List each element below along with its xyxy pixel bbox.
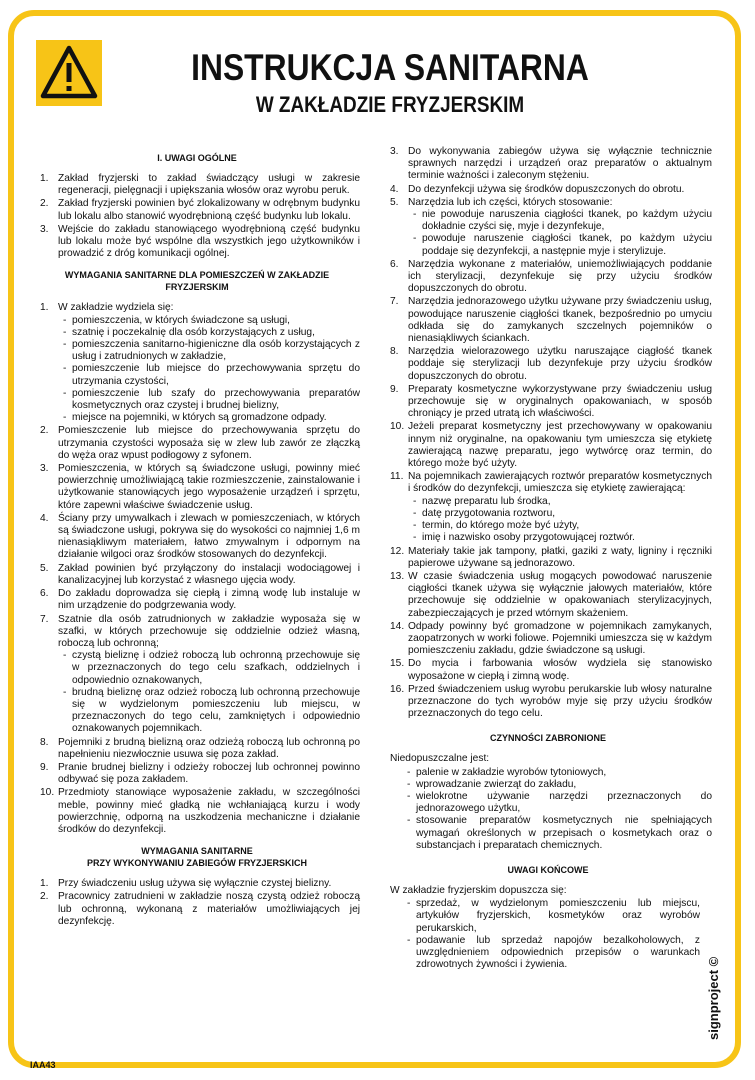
- item-text: Materiały takie jak tampony, płatki, gaziki z waty, ligniny i ręczniki papierowe używane są jednorazowo.: [408, 545, 712, 569]
- list-item: [384, 296, 712, 345]
- item-number: 10.: [40, 787, 55, 799]
- list-item: [384, 384, 712, 421]
- section-procedure-continued: [384, 146, 712, 720]
- item-number: 2.: [40, 891, 49, 903]
- item-number: 2.: [40, 198, 49, 210]
- item-number: 14.: [390, 620, 405, 632]
- item-text: Do dezynfekcji używa się środków dopuszczonych do obrotu.: [408, 183, 685, 195]
- section-forbidden: [384, 732, 712, 852]
- sub-item: - pomieszczenia sanitarno-higieniczne dla osób korzystających z usług i zatrudnionych w zakładzie,: [58, 339, 360, 363]
- list-item: [34, 891, 360, 928]
- item-number: 8.: [390, 346, 399, 358]
- list-item: [34, 463, 360, 512]
- list-item: [34, 425, 360, 462]
- sub-item: - miejsce na pojemniki, w których są gromadzone odpady.: [58, 412, 360, 424]
- sub-item: - pomieszczenie lub miejsce do przechowywania sprzętu do utrzymania czystości,: [58, 363, 360, 387]
- warning-sign: [36, 40, 102, 106]
- item-text: Zakład fryzjerski powinien być zlokalizowany w odrębnym budynku lub lokalu albo stanowić wyodrębnioną część budynku lub lokalu.: [58, 198, 360, 222]
- sub-item: - palenie w zakładzie wyrobów tytoniowych,: [402, 767, 712, 779]
- item-text: Ściany przy umywalkach i zlewach w pomieszczeniach, w których są świadczone usługi, pokrywa się do wysokości co najmniej 1,6 m nienasiąkliwym materiałem, łatwo zmywalnym i odpornym na działanie wilgoci oraz środków stosowanych do dezynfekcji.: [58, 512, 360, 561]
- section-heading-line-1: WYMAGANIA SANITARNE: [141, 846, 253, 857]
- item-number: 1.: [40, 302, 49, 314]
- left-column: [34, 146, 360, 937]
- page-title: INSTRUKCJA SANITARNA: [191, 47, 589, 88]
- item-number: 3.: [40, 463, 49, 475]
- item-text: Przed świadczeniem usług wyrobu perukarskie lub włosy naturalne przeznaczone do tych wyrobów myje się przy użyciu środków przeznaczonych do tego celu.: [408, 683, 712, 720]
- list-item: [34, 762, 360, 786]
- list-item: [34, 198, 360, 222]
- section-procedure-requirements: [34, 845, 360, 928]
- sub-item: - stosowanie preparatów kosmetycznych nie spełniających wymagań określonych w przepisach o kosmetykach oraz o substancjach i preparatach chemicznych.: [402, 815, 712, 852]
- sub-item: - termin, do którego może być użyty,: [408, 520, 712, 532]
- sub-item: - wprowadzanie zwierząt do zakładu,: [402, 779, 712, 791]
- section-heading: CZYNNOŚCI ZABRONIONE: [489, 733, 606, 744]
- item-text: Do wykonywania zabiegów używa się wyłącznie technicznie sprawnych narzędzi i urządzeń oraz preparatów o aktualnym terminie ważności i zaleconym stężeniu.: [408, 146, 712, 182]
- section-room-requirements: [34, 269, 360, 836]
- item-text: Do mycia i farbowania włosów wydziela się stanowisko wyposażone w ciepłą i zimną wodę.: [408, 658, 712, 682]
- item-text: Odpady powinny być gromadzone w pojemnikach zamykanych, zaopatrzonych w worki foliowe. Pojemniki umieszcza się w każdym pomieszczeniu zakładu, gdzie świadczone są usługi.: [408, 620, 712, 657]
- list-item: [34, 737, 360, 761]
- sub-item: - czystą bieliznę i odzież roboczą lub ochronną przechowuje się w przeznaczonych do tego celu szafkach, oddzielnych i odpowiednio oznakowanych,: [58, 650, 360, 687]
- item-text: Przedmioty stanowiące wyposażenie zakładu, w szczególności meble, powinny mieć gładką nie wchłaniającą kurzu i wody powierzchnię, odporną na uszkodzenia mechaniczne i działanie środków do dezynfekcji.: [58, 787, 360, 835]
- sub-item: - nie powoduje naruszenia ciągłości tkanek, po każdym użyciu dokładnie czyści się, myje i dezynfekuje,: [408, 209, 712, 233]
- item-number: 1.: [40, 173, 49, 184]
- item-number: 5.: [390, 196, 399, 208]
- page-subtitle: W ZAKŁADZIE FRYZJERSKIM: [255, 92, 525, 117]
- sub-item: - szatnię i poczekalnię dla osób korzystających z usług,: [58, 327, 360, 339]
- item-number: 9.: [390, 383, 399, 395]
- item-text: Szatnie dla osób zatrudnionych w zakładzie wyposaża się w szafki, w których przechowuje się oddzielnie odzież własną, roboczą lub ochronną;: [58, 613, 360, 649]
- list-item: [34, 787, 360, 836]
- warning-triangle-icon: [36, 40, 102, 106]
- item-number: 4.: [40, 512, 49, 524]
- item-number: 11.: [390, 471, 404, 483]
- list-item: [34, 173, 360, 197]
- item-text: Pomieszczenie lub miejsce do przechowywania sprzętu do utrzymania czystości wyposaża się w zlew lub zawór ze złączką do węża oraz wpust podłogowy z syfonem.: [58, 425, 360, 461]
- item-number: 16.: [390, 683, 405, 695]
- item-number: 15.: [390, 658, 405, 670]
- item-number: 6.: [40, 588, 49, 600]
- item-text: Wejście do zakładu stanowiącego wyodrębnioną część budynku lub lokalu może być wspólne dla wszystkich jego użytkowników i prowadzić z dróg komunikacji ogólnej.: [58, 223, 360, 260]
- item-number: 13.: [390, 570, 405, 582]
- sub-item: - datę przygotowania roztworu,: [408, 508, 712, 520]
- item-text: Pojemniki z brudną bielizną oraz odzieżą roboczą lub ochronną po napełnieniu niezwłocznie usuwa się poza zakład.: [58, 736, 360, 760]
- list-item: [384, 658, 712, 682]
- item-text: Na pojemnikach zawierających roztwór preparatów kosmetycznych i środków do dezynfekcji, umieszcza się etykietę zawierającą:: [408, 471, 712, 495]
- sub-item: - pomieszczenie lub szafy do przechowywania preparatów kosmetycznych oraz czystej i brudnej bielizny,: [58, 388, 360, 412]
- list-item: [384, 471, 712, 544]
- list-item: [34, 513, 360, 562]
- list-item: [384, 197, 712, 258]
- sub-item: - sprzedaż, w wydzielonym pomieszczeniu lub miejscu, artykułów fryzjerskich, kosmetyków oraz wyrobów perukarskich,: [402, 898, 700, 935]
- right-column: [384, 146, 712, 980]
- item-text: Narzędzia wielorazowego użytku naruszające ciągłość tkanek poddaje się sterylizacji lub dezynfekuje przy użyciu środków dopuszczonych do obrotu.: [408, 346, 712, 382]
- list-item: [384, 546, 712, 570]
- list-item: [384, 146, 712, 183]
- item-text: Zakład powinien być przyłączony do instalacji wodociągowej i kanalizacyjnej lub korzystać z własnego ujęcia wody.: [58, 562, 360, 586]
- sub-item: - pomieszczenia, w których świadczone są usługi,: [58, 315, 360, 327]
- item-text: Przy świadczeniu usług używa się wyłącznie czystej bielizny.: [58, 878, 332, 890]
- list-item: [384, 421, 712, 470]
- item-number: 4.: [390, 183, 399, 195]
- item-text: Pomieszczenia, w których są świadczone usługi, powinny mieć powierzchnię umożliwiającą takie rozmieszczenie, zainstalowanie i użytkowanie stanowiących jego wyposażenie urządzeń i sprzętu, które zapewni właściwe świadczenie usług.: [58, 463, 360, 511]
- sub-item: - nazwę preparatu lub środka,: [408, 496, 712, 508]
- item-text: Narzędzia wykonane z materiałów, uniemożliwiających poddanie ich sterylizacji, dezynfekuje się przy użyciu środków dopuszczonych do obrotu.: [408, 258, 712, 295]
- sub-item: - wielokrotne używanie narzędzi przeznaczonych do jednorazowego użytku,: [402, 791, 712, 815]
- list-item: [34, 614, 360, 736]
- sub-item: - brudną bieliznę oraz odzież roboczą lub ochronną przechowuje się w wydzielonym pomieszczeniu lub miejscu, w przeznaczonych do tego celu, zamkniętych i odpowiednio oznakowanych pojemnikach.: [58, 687, 360, 736]
- sub-item: - imię i nazwisko osoby przygotowującej roztwór.: [408, 532, 712, 544]
- item-text: Narzędzia lub ich części, których stosowanie:: [408, 196, 613, 208]
- section-intro: W zakładzie fryzjerskim dopuszcza się:: [390, 884, 567, 896]
- item-number: 3.: [40, 223, 49, 235]
- item-text: Jeżeli preparat kosmetyczny jest przechowywany w opakowaniu innym niż oryginalne, na opakowaniu tym umieszcza się etykietę zawierającą nazwę preparatu, jego wytwórcę oraz termin, do którego może być użyty.: [408, 421, 712, 470]
- section-heading: WYMAGANIA SANITARNE DLA POMIESZCZEŃ W ZAKŁADZIE FRYZJERSKIM: [64, 270, 330, 293]
- section-general: [34, 152, 360, 260]
- item-text: Pranie brudnej bielizny i odzieży roboczej lub ochronnej powinno odbywać się poza zakładem.: [58, 761, 360, 786]
- list-item: [34, 302, 360, 424]
- item-text: Pracownicy zatrudnieni w zakładzie noszą czystą odzież roboczą lub ochronną, wykonaną z materiałów umożliwiających jej dezynfekcję.: [58, 891, 360, 927]
- section-final-notes: [384, 864, 712, 971]
- list-item: [34, 588, 360, 612]
- item-number: 6.: [390, 258, 399, 270]
- item-text: W czasie świadczenia usług mogących powodować naruszenie ciągłości tkanek używa się wyłącznie jałowych materiałów, które przechowuje się oddzielnie w opakowaniach sterylizacyjnych, zabezpieczających je przed wtórnym skażeniem.: [408, 570, 712, 619]
- list-item: [384, 571, 712, 620]
- list-item: [384, 346, 712, 383]
- section-heading: I. UWAGI OGÓLNE: [157, 153, 237, 163]
- list-item: [34, 878, 360, 890]
- item-text: Preparaty kosmetyczne wykorzystywane przy świadczeniu usług przechowuje się w oryginalnych opakowaniach, w sposób chroniący je przed utratą ich właściwości.: [408, 383, 712, 420]
- item-number: 3.: [390, 146, 399, 157]
- item-text: W zakładzie wydziela się:: [58, 302, 174, 314]
- list-item: [384, 621, 712, 658]
- list-item: [384, 684, 712, 721]
- brand-mark: signproject ©: [706, 956, 721, 1040]
- item-number: 7.: [390, 296, 399, 308]
- sub-item: - powoduje naruszenie ciągłości tkanek, po każdym użyciu poddaje się dezynfekcji, a następnie myje i sterylizuje.: [408, 233, 712, 257]
- list-item: [34, 563, 360, 587]
- item-number: 9.: [40, 761, 49, 773]
- item-text: Narzędzia jednorazowego użytku używane przy świadczeniu usług, powodujące naruszenie ciągłości tkanek, bezpośrednio po umyciu odkłada się do zamykanych szczelnych pojemników o nienasiąkliwych ściankach.: [408, 296, 712, 345]
- document-code: IAA43: [30, 1060, 56, 1070]
- section-heading: [34, 845, 360, 869]
- item-number: 8.: [40, 736, 49, 748]
- section-heading-line-2: PRZY WYKONYWANIU ZABIEGÓW FRYZJERSKICH: [86, 858, 307, 869]
- sub-item: - podawanie lub sprzedaż napojów bezalkoholowych, z uwzględnieniem odpowiednich przepisów o warunkach zdrowotnych żywności i żywienia.: [402, 935, 700, 972]
- section-intro: Niedopuszczalne jest:: [390, 753, 490, 765]
- item-number: 10.: [390, 421, 405, 433]
- item-text: Zakład fryzjerski to zakład świadczący usługi w zakresie regeneracji, pielęgnacji i upiększania włosów oraz wyrobu peruk.: [58, 173, 360, 197]
- section-heading: UWAGI KOŃCOWE: [507, 864, 589, 875]
- item-number: 1.: [40, 878, 49, 890]
- item-text: Do zakładu doprowadza się ciepłą i zimną wodę lub instaluje w nim urządzenie do podgrzewania wody.: [58, 588, 360, 612]
- list-item: [384, 184, 712, 196]
- item-number: 12.: [390, 545, 405, 557]
- list-item: [384, 259, 712, 296]
- list-item: [34, 224, 360, 261]
- item-number: 5.: [40, 562, 49, 574]
- item-number: 7.: [40, 613, 49, 625]
- item-number: 2.: [40, 425, 49, 437]
